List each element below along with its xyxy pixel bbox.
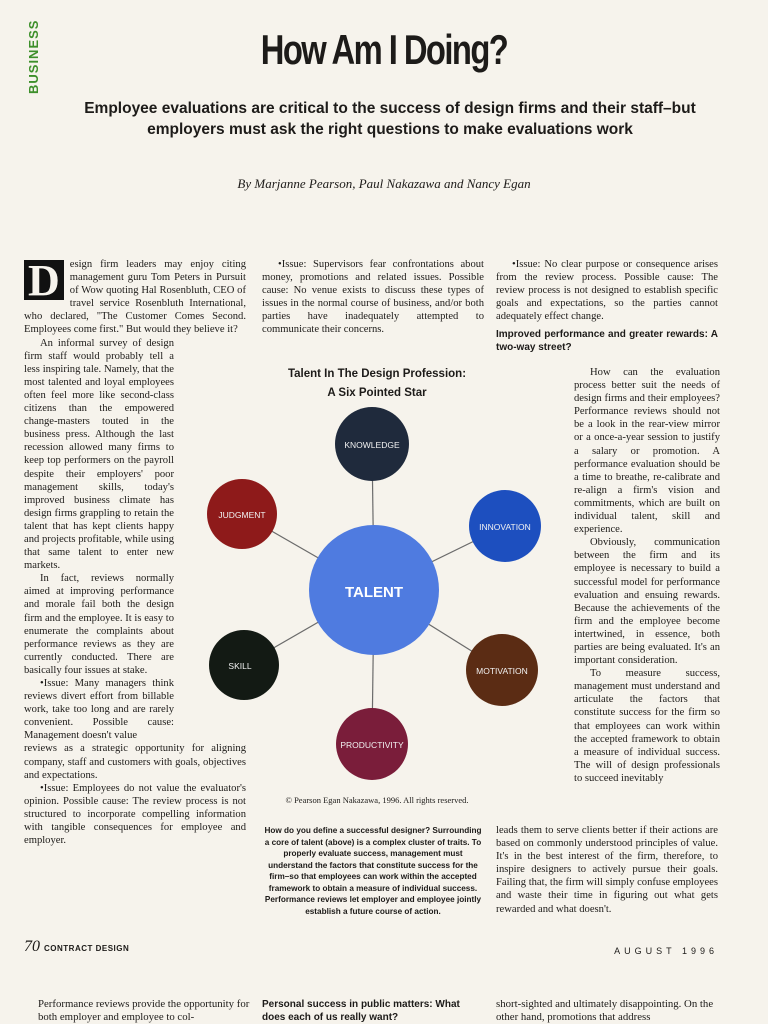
node-judgment — [207, 479, 277, 549]
node-talent — [309, 525, 439, 655]
subheading: Improved performance and greater rewards: A two-way street? — [496, 329, 718, 353]
next-page-text: short-sighted and ultimately disappointing. On the other hand, promotions that address — [496, 998, 714, 1023]
paragraph: Obviously, communication between the firm and its employee is necessary to build a successful model for performance evaluation and ensuing rewards. Because the achievements of the firm and the employee become intertwined, in essence, both parties are being evaluated. It's an important consideration. — [574, 537, 720, 667]
figure-title: Talent In The Design Profession: A Six Pointed Star — [287, 368, 467, 399]
paragraph: reviews as a strategic opportunity for aligning company, staff and customers with goals, objectives and expectations. — [24, 743, 246, 781]
paragraph: leads them to serve clients better if their actions are based on commonly understood principles of value. It's in the best interest of the firm, therefore, to inspire designers to actively pursue their goals. Failing that, the firm will simply confuse employees and waste their time in figuring out what gets rewarded and what doesn't. — [496, 825, 718, 915]
node-innovation — [469, 490, 541, 562]
node-knowledge — [335, 407, 409, 481]
node-motivation — [466, 634, 538, 706]
narrow-column — [24, 337, 174, 743]
paragraph: •Issue: Employees do not value the evaluator's opinion. Possible cause: The review process is not structured to incorporate compelling information with tangible consequences for employee and employer. — [24, 782, 246, 847]
article-subtitle: Employee evaluations are critical to the success of design firms and their staff–but employers must ask the right questions to make evaluations work — [84, 100, 696, 138]
column-2 — [262, 258, 484, 337]
section-label: BUSINESS — [26, 19, 41, 94]
node-skill — [209, 630, 279, 700]
article-title: How Am I Doing? — [260, 26, 508, 73]
svg-text:KNOWLEDGE: KNOWLEDGE — [344, 440, 400, 450]
column-3 — [496, 258, 718, 354]
next-page-subhead: Personal success in public matters: What does each of us really want? — [262, 999, 460, 1023]
next-page-text: Performance reviews provide the opportunity for both employer and employee to col- — [38, 998, 250, 1023]
page-footer-left — [24, 938, 129, 956]
paragraph: To measure success, management must understand and articulate the factors that constitute success for the firm so that employees can work within the accepted framework to obtain a measure of individual success. The will of design professionals to succeed inevitably — [574, 668, 720, 784]
page-number: 70 — [24, 938, 40, 955]
node-productivity — [336, 708, 408, 780]
svg-text:TALENT: TALENT — [344, 584, 404, 601]
figure-caption: How do you define a successful designer? Surrounding a core of talent (above) is a complex cluster of traits. To properly evaluate success, management must understand the factors that constitute success for the firm–so that employees can work within the accepted framework to obtain a measure of individual success. Performance reviews let employer and employee jointly establish a future course of action. — [264, 826, 482, 916]
column-3-narrow — [574, 366, 720, 785]
paragraph: In fact, reviews normally aimed at improving performance and morale fail both the design firm and the employee. It is easy to enumerate the complaints about performance reviews as they are currently conducted. There are basically four issues at stake. — [24, 573, 174, 676]
svg-text:JUDGMENT: JUDGMENT — [218, 510, 266, 520]
paragraph: How can the evaluation process better suit the needs of design firms and their employees? Performance reviews should not be a look in the rear-view mirror or a once-a-year session to justify a salary or promotion. A performance evaluation should be a time to breathe, re-calibrate and re-align a firm's vision and commitments, which are built on individual talent, skill and experience. — [574, 367, 720, 536]
byline: By Marjanne Pearson, Paul Nakazawa and Nancy Egan — [237, 176, 531, 191]
copyright-notice: © Pearson Egan Nakazawa, 1996. All rights reserved. — [285, 795, 469, 805]
svg-text:SKILL: SKILL — [228, 661, 252, 671]
svg-text:MOTIVATION: MOTIVATION — [476, 666, 528, 676]
svg-text:INNOVATION: INNOVATION — [479, 522, 531, 532]
paragraph: •Issue: Many managers think reviews divert effort from billable work, take too long and are rarely convenient. Possible cause: Management doesn't value — [24, 678, 174, 742]
paragraph: •Issue: Supervisors fear confrontations about money, promotions and related issues. Possible cause: No venue exists to discuss these types of issues in the normal course of business, and/or both parties have inadequately attempted to communicate their concerns. — [262, 259, 484, 336]
paragraph: •Issue: No clear purpose or consequence arises from the review process. Possible cause: The review process is not designed to establish specific goals and expectations, so the parties cannot adequately effect change. — [496, 259, 718, 323]
intro-paragraph: D esign firm leaders may enjoy citing management guru Tom Peters in Pursuit of Wow quoting Hal Rosenbluth, CEO of travel service Rosenbluth International, who declared, "The Customer Comes Second. Employees come first." But would they believe it? — [24, 256, 246, 336]
drop-cap: D — [24, 260, 64, 300]
issue-date: AUGUST 1996 — [614, 946, 718, 956]
paragraph: An informal survey of design firm staff would probably tell a less inspiring tale. Namely, that the most talented and loyal employees often feel more like second-class citizens than the empowered change-masters touted in the business press. Although the last recession allowed many firms to keep top performers on the payroll despite their employers' poor management skills, today's improved business climate has design firms grappling to retain the talent that has kept clients happy and projects profitable, while using that same talent to enter new markets. — [24, 337, 174, 572]
column-3-bottom — [496, 824, 718, 916]
magazine-name: CONTRACT DESIGN — [44, 944, 130, 953]
svg-text:PRODUCTIVITY: PRODUCTIVITY — [340, 740, 404, 750]
section-tag — [24, 14, 46, 94]
talent-star-diagram — [196, 400, 560, 790]
